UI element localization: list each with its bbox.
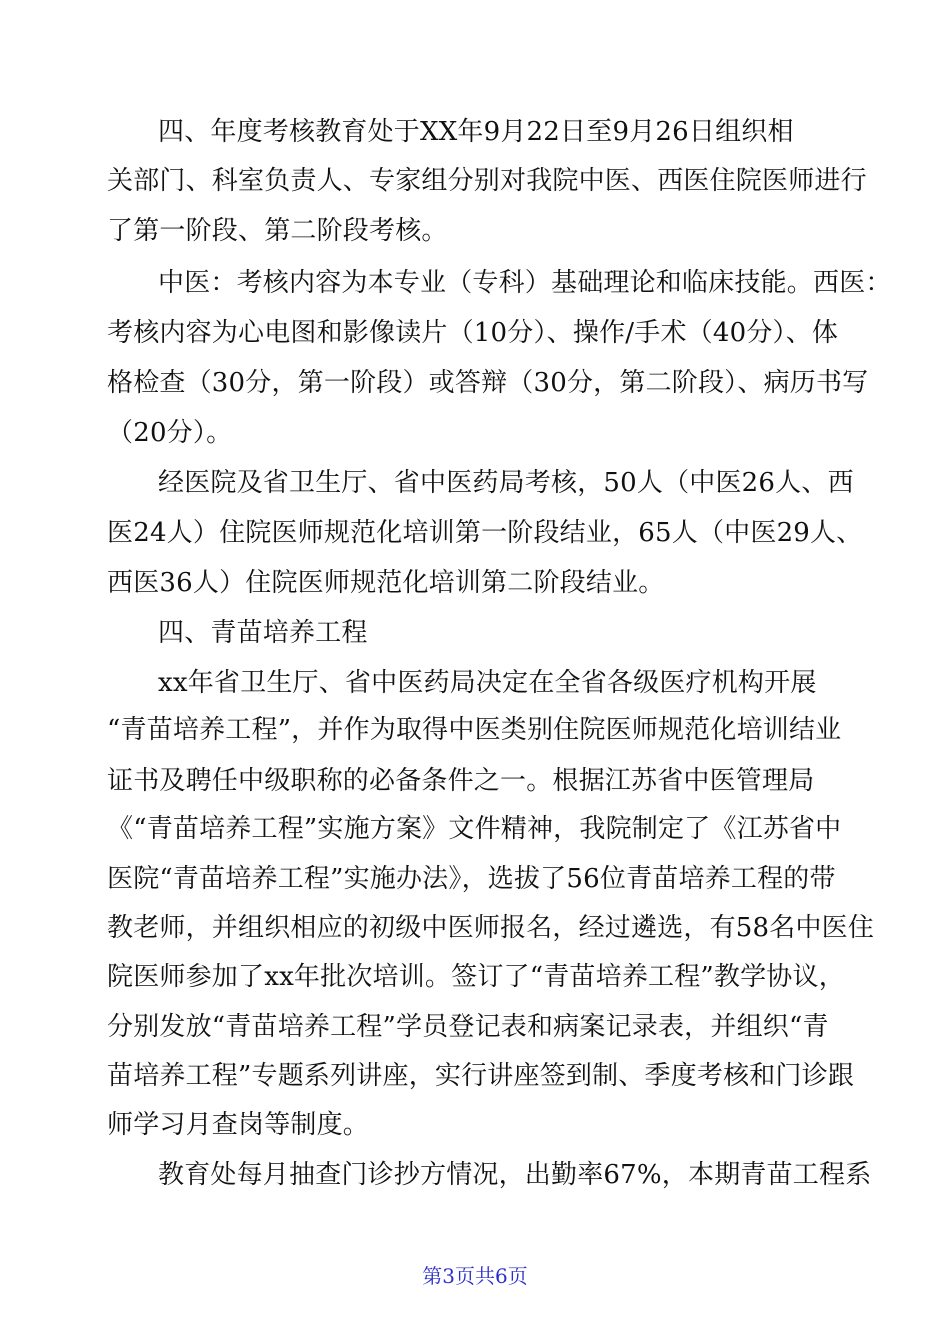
text-line: 关部门、科室负责人、专家组分别对我院中医、西医住院医师进行 [107, 166, 867, 196]
text-line: 格检查（30分，第一阶段）或答辩（30分，第二阶段）、病历书写 [107, 368, 869, 398]
section-heading: 四、青苗培养工程 [158, 618, 368, 648]
text-line: 医院“青苗培养工程”实施办法》，选拔了56位青苗培养工程的带 [107, 864, 836, 894]
text-line: “青苗培养工程”，并作为取得中医类别住院医师规范化培训结业 [107, 715, 842, 745]
text-line: 《“青苗培养工程”实施方案》文件精神，我院制定了《江苏省中 [107, 814, 842, 844]
text-line: 师学习月查岗等制度。 [107, 1110, 370, 1140]
text-line: 西医36人）住院医师规范化培训第二阶段结业。 [107, 568, 665, 598]
text-line: 经医院及省卫生厅、省中医药局考核，50人（中医26人、西 [158, 468, 854, 498]
text-line: 分别发放“青苗培养工程”学员登记表和病案记录表，并组织“青 [107, 1012, 829, 1042]
text-line: 教老师，并组织相应的初级中医师报名，经过遴选，有58名中医住 [107, 913, 875, 943]
text-line: 教育处每月抽查门诊抄方情况，出勤率67%，本期青苗工程系 [158, 1160, 872, 1190]
text-line: 院医师参加了xx年批次培训。签订了“青苗培养工程”教学协议， [107, 962, 845, 992]
text-line: 中医：考核内容为本专业（专科）基础理论和临床技能。西医： [158, 268, 892, 298]
text-line: 考核内容为心电图和影像读片（10分）、操作/手术（40分）、体 [107, 318, 839, 348]
text-line: （20分）。 [107, 418, 233, 448]
text-line: 了第一阶段、第二阶段考核。 [107, 216, 448, 246]
text-line: 医24人）住院医师规范化培训第一阶段结业，65人（中医29人、 [107, 518, 863, 548]
page-number-footer: 第3页共6页 [422, 1264, 528, 1288]
text-line: xx年省卫生厅、省中医药局决定在全省各级医疗机构开展 [158, 668, 817, 698]
text-line: 证书及聘任中级职称的必备条件之一。根据江苏省中医管理局 [107, 766, 815, 796]
text-line: 苗培养工程”专题系列讲座，实行讲座签到制、季度考核和门诊跟 [107, 1061, 855, 1091]
text-line: 四、年度考核教育处于XX年9月22日至9月26日组织相 [158, 117, 794, 147]
